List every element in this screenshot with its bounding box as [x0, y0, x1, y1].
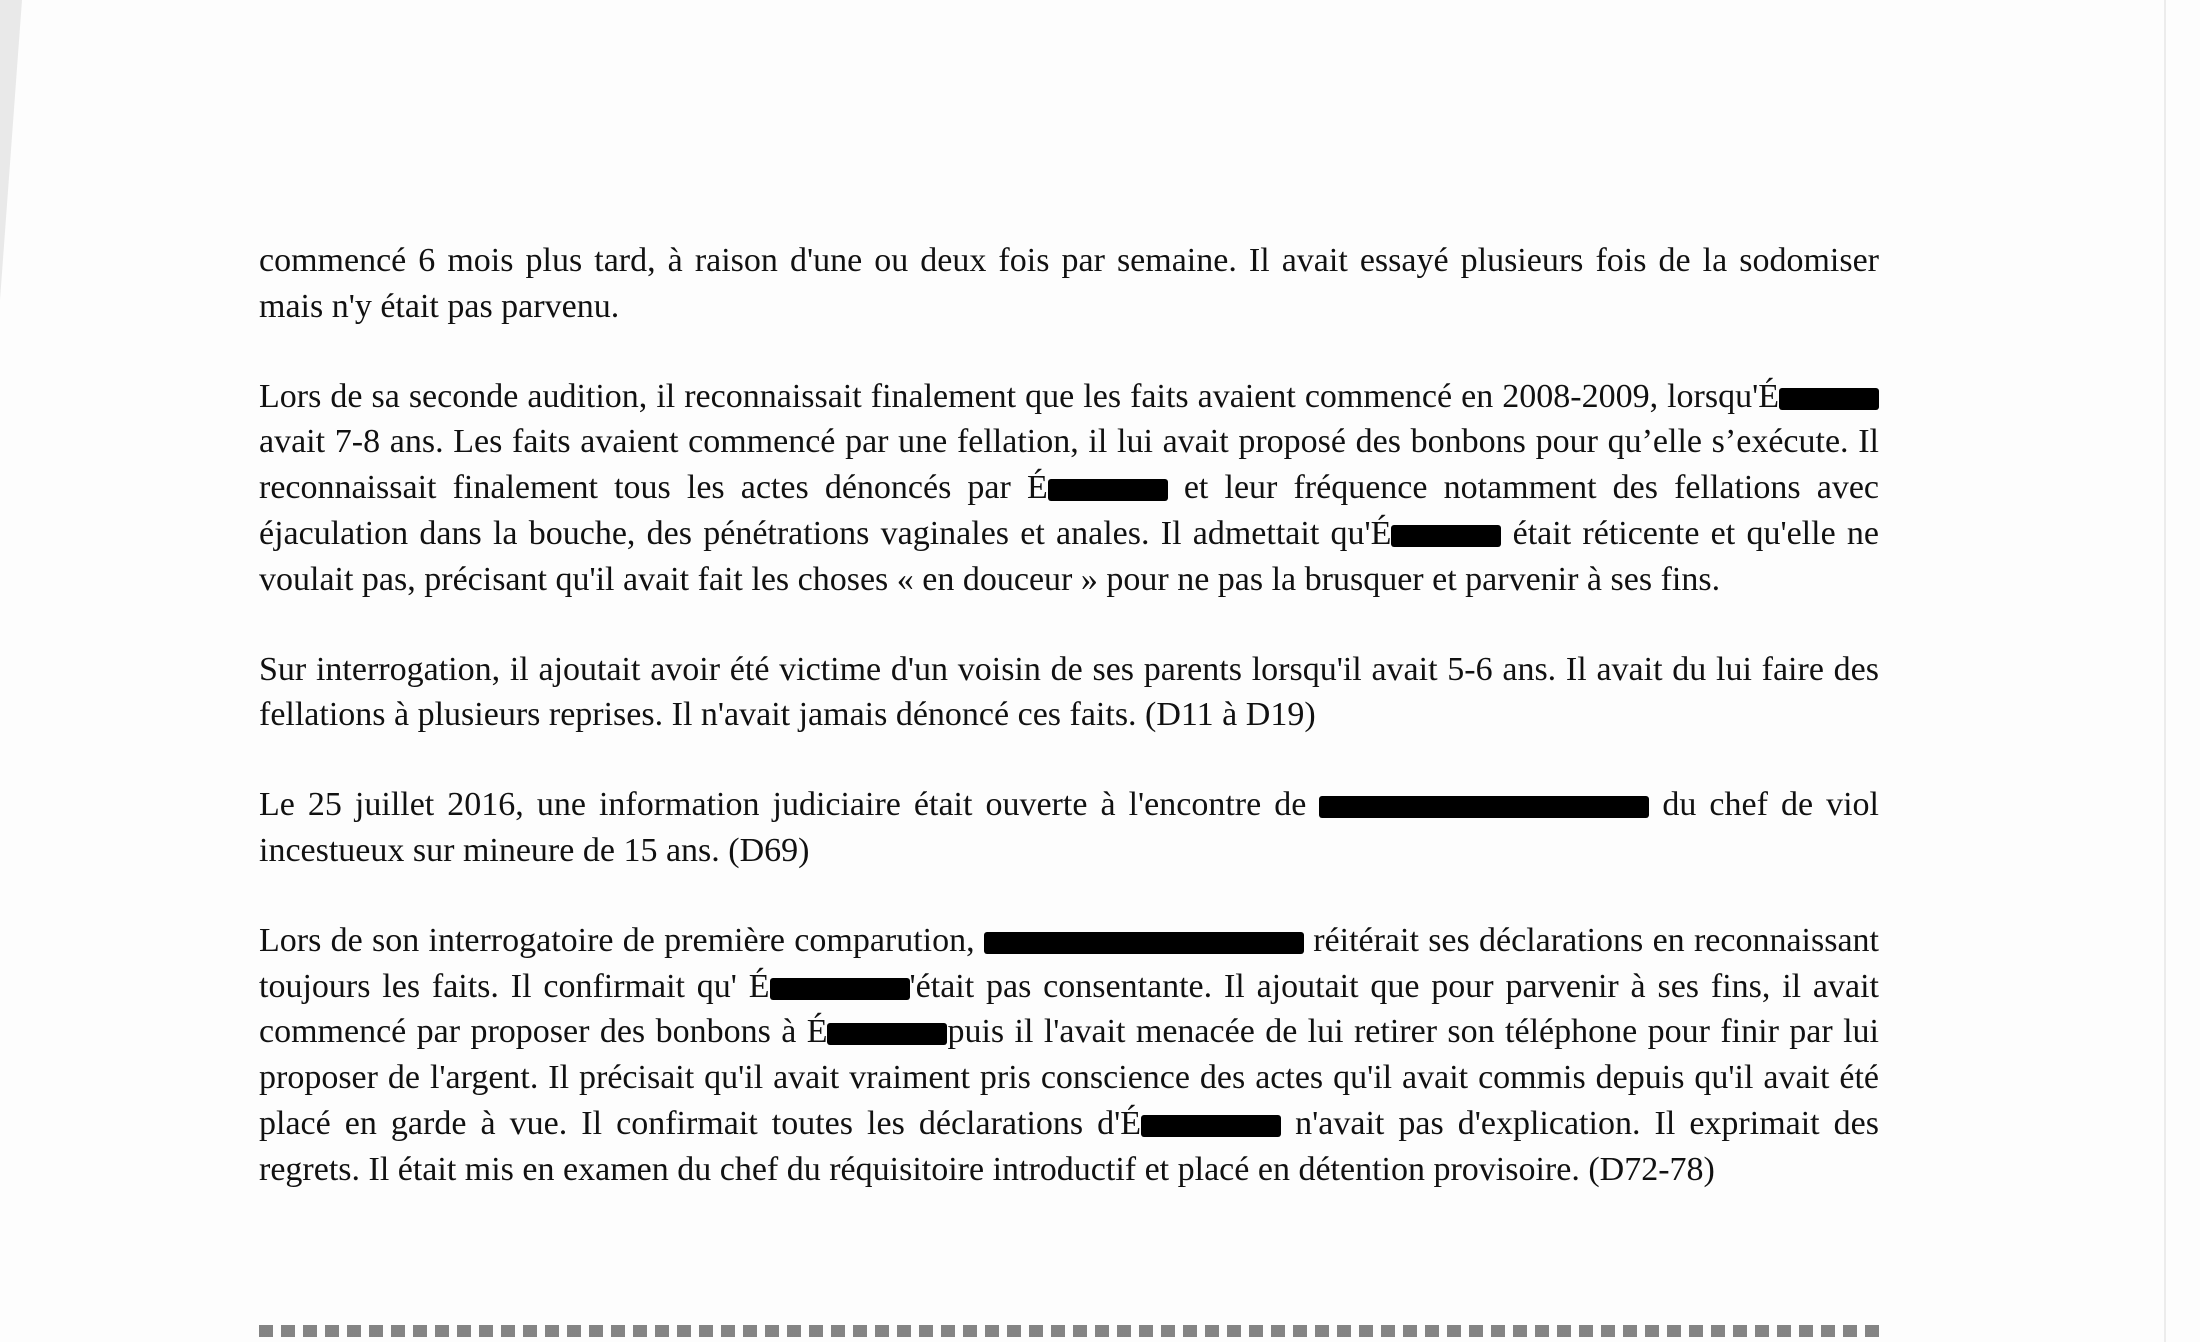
paragraph-text: réitérait ses déclarations en reconnaissant toujours les faits. Il confirmait qu' É — [259, 921, 1879, 1005]
paragraph — [259, 918, 1879, 1193]
redaction-bar — [1391, 525, 1501, 547]
paragraph-text: Lors de sa seconde audition, il reconnaissait finalement que les faits avaient commencé en 2008-2009, lorsqu'É — [259, 377, 1779, 415]
paragraph — [259, 238, 1879, 330]
redaction-bar — [1048, 479, 1168, 501]
document-body — [259, 238, 1879, 1237]
paragraph-text: était réticente et qu'elle ne voulait pas, précisant qu'il avait fait les choses « en douceur » pour ne pas la brusquer et parvenir à ses fins. — [259, 514, 1879, 598]
redaction-bar — [770, 978, 910, 1000]
paragraph-text: n'avait pas d'explication. Il exprimait des regrets. Il était mis en examen du chef du réquisitoire introductif et placé en détention provisoire. (D72-78) — [259, 1104, 1879, 1188]
paragraph-text: avait 7-8 ans. Les faits avaient commencé par une fellation, il lui avait proposé des bonbons pour qu’elle s’exécute. Il reconnaissait finalement tous les actes dénoncés par É — [259, 423, 1879, 507]
scan-edge-right — [2164, 0, 2166, 1342]
paragraph-text: Sur interrogation, il ajoutait avoir été victime d'un voisin de ses parents lorsqu'il avait 5-6 ans. Il avait du lui faire des fellations à plusieurs reprises. Il n'avait jamais dénoncé ces faits. (D11 à D19) — [259, 650, 1879, 734]
paragraph-text: et leur fréquence notamment des fellations avec éjaculation dans la bouche, des pénétrations vaginales et anales. Il admettait qu'É — [259, 469, 1879, 552]
cut-off-text-line — [259, 1325, 1879, 1337]
paragraph — [259, 647, 1879, 739]
paragraph-text: Lors de son interrogatoire de première comparution, — [259, 921, 984, 959]
paragraph-text: du chef de viol incestueux sur mineure de 15 ans. (D69) — [259, 786, 1879, 869]
paragraph — [259, 782, 1879, 874]
scan-shadow-left — [0, 0, 22, 300]
paragraph-text: commencé 6 mois plus tard, à raison d'une ou deux fois par semaine. Il avait essayé plusieurs fois de la sodomiser mais n'y était pas parvenu. — [259, 242, 1879, 325]
paragraph-text: Le 25 juillet 2016, une information judiciaire était ouverte à l'encontre de — [259, 786, 1320, 824]
paragraph-text: puis il l'avait menacée de lui retirer son téléphone pour finir par lui proposer de l'argent. Il précisait qu'il avait vraiment pris conscience des actes qu'il avait commis depuis qu'il avait été placé en garde à vue. Il confirmait toutes les déclarations d'É — [259, 1013, 1879, 1142]
redaction-bar — [1141, 1115, 1281, 1137]
paragraph-text: 'était pas consentante. Il ajoutait que pour parvenir à ses fins, il avait commencé par proposer des bonbons à É — [259, 967, 1879, 1051]
redaction-bar — [1319, 796, 1649, 818]
redaction-bar — [827, 1023, 947, 1045]
paragraph — [259, 374, 1879, 603]
redaction-bar — [1779, 388, 1879, 410]
redaction-bar — [984, 932, 1304, 954]
